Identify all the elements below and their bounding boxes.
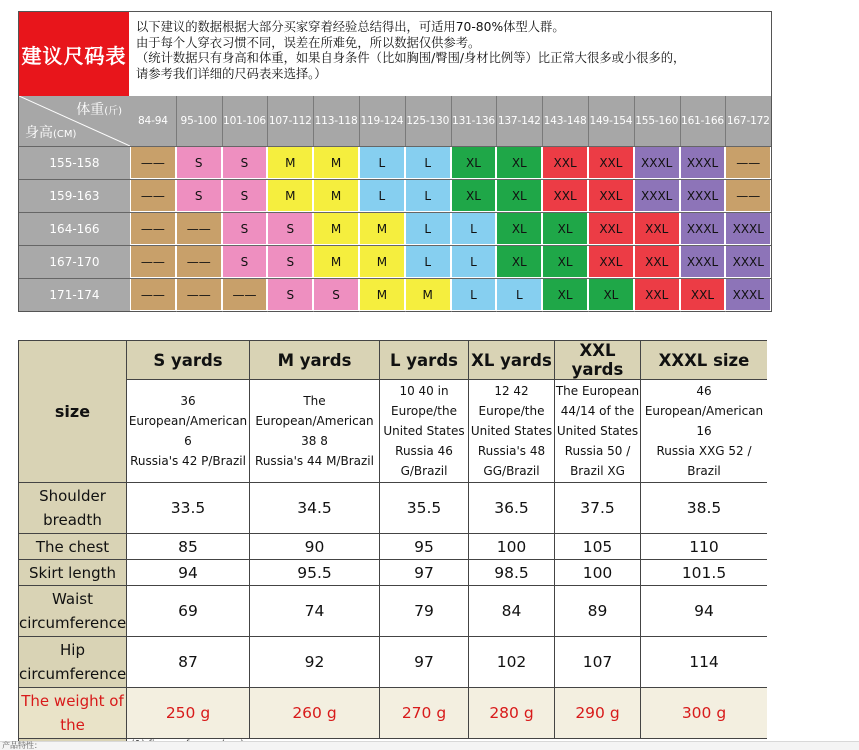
measurement-value: 79	[380, 586, 469, 637]
size-cell: XXXL	[725, 278, 771, 311]
measurement-value: 89	[555, 586, 641, 637]
chart-title: 建议尺码表	[21, 43, 127, 68]
weight-range-header: 125-130	[406, 115, 450, 127]
measurement-row	[19, 586, 768, 637]
size-cell: ——	[130, 212, 176, 245]
size-cell: XL	[496, 146, 542, 179]
size-description-line: Russia 50 /	[564, 444, 631, 458]
measurement-label	[19, 560, 127, 586]
size-description-line: Russia 46	[395, 444, 453, 458]
size-cell: M	[359, 245, 405, 278]
size-cell: M	[359, 278, 405, 311]
size-name: XXXL size	[641, 341, 768, 380]
measurement-row	[19, 560, 768, 586]
size-name: M yards	[250, 341, 380, 380]
size-cell: S	[267, 212, 313, 245]
size-description-line: European/American	[255, 414, 374, 428]
measurement-row	[19, 483, 768, 534]
size-description-line: 6	[184, 434, 192, 448]
size-cell: XXXL	[634, 146, 680, 179]
size-cell: S	[222, 245, 268, 278]
measurement-value: 100	[555, 560, 641, 586]
size-description-line: Russia XXG 52 /	[656, 444, 752, 458]
bottom-strip-text: 产品特性：	[2, 741, 42, 750]
measurement-value: 101.5	[641, 560, 768, 586]
size-description	[127, 380, 250, 483]
measurement-value: 36.5	[469, 483, 555, 534]
measurement-value: 105	[555, 534, 641, 560]
size-cell: XL	[496, 179, 542, 212]
measurement-value: 280 g	[469, 688, 555, 739]
size-description-line: Brazil	[687, 464, 721, 478]
size-description-line: United States	[470, 424, 553, 438]
row-divider	[19, 146, 771, 147]
size-cell: XXL	[634, 278, 680, 311]
size-cell: XXL	[588, 146, 634, 179]
row-divider	[19, 212, 771, 213]
size-cell: L	[359, 179, 405, 212]
size-description-line: Russia's 44 M/Brazil	[255, 454, 374, 468]
measurement-value: 250 g	[127, 688, 250, 739]
measurement-value: 114	[641, 637, 768, 688]
size-description	[250, 380, 380, 483]
size-cell: L	[405, 179, 451, 212]
size-cell: ——	[130, 278, 176, 311]
size-cell: S	[176, 179, 222, 212]
measurement-value: 260 g	[250, 688, 380, 739]
measurement-row	[19, 637, 768, 688]
size-cell: XXL	[588, 245, 634, 278]
measurement-value: 87	[127, 637, 250, 688]
size-cell: S	[176, 146, 222, 179]
size-cell: XL	[542, 212, 588, 245]
size-cell: ——	[222, 278, 268, 311]
row-divider	[19, 245, 771, 246]
size-cell: XXL	[680, 278, 726, 311]
size-description-line: GG/Brazil	[483, 464, 540, 478]
height-axis-label: 身高(CM)	[25, 125, 77, 141]
size-description-line: Russia's 42 P/Brazil	[130, 454, 246, 468]
size-description-line: Brazil XG	[570, 464, 625, 478]
height-range-label: 167-170	[19, 245, 130, 278]
measurement-value: 95.5	[250, 560, 380, 586]
size-cell: XXL	[542, 179, 588, 212]
size-cell: M	[405, 278, 451, 311]
weight-range-header: 155-160	[635, 115, 679, 127]
size-cell: L	[451, 278, 497, 311]
size-cell: L	[405, 245, 451, 278]
size-description	[641, 380, 768, 483]
weight-range-header: 149-154	[589, 115, 633, 127]
size-cell: ——	[725, 179, 771, 212]
size-cell: XXL	[634, 212, 680, 245]
measurement-value: 300 g	[641, 688, 768, 739]
size-description-line: The	[303, 394, 326, 408]
size-description-line: 38 8	[301, 434, 328, 448]
measurement-row	[19, 534, 768, 560]
size-cell: XXL	[634, 245, 680, 278]
size-name: L yards	[380, 341, 469, 380]
measurement-value: 92	[250, 637, 380, 688]
measurement-value: 69	[127, 586, 250, 637]
size-cell: XL	[542, 278, 588, 311]
size-cell: XXL	[542, 146, 588, 179]
measurement-label	[19, 688, 127, 739]
size-cell: S	[313, 278, 359, 311]
weight-axis-label: 体重(斤)	[76, 102, 122, 118]
row-divider	[19, 179, 771, 180]
weight-range-header: 167-172	[726, 115, 770, 127]
size-cell: L	[451, 212, 497, 245]
weight-range-header: 107-112	[268, 115, 312, 127]
chart-note-line: 请参考我们详细的尺码表来选择。）	[136, 66, 327, 81]
measurement-label	[19, 586, 127, 637]
height-range-label: 164-166	[19, 212, 130, 245]
measurement-value: 97	[380, 560, 469, 586]
weight-header-row	[19, 96, 771, 146]
size-cell: ——	[176, 212, 222, 245]
measurement-label-line: The chest	[35, 537, 110, 556]
size-description-line: European/American	[128, 414, 248, 428]
size-cell: XL	[496, 245, 542, 278]
row-divider	[19, 278, 771, 279]
size-name: S yards	[127, 341, 250, 380]
measurement-value: 34.5	[250, 483, 380, 534]
measurement-label-line: Hip	[60, 641, 85, 659]
measurement-label-line: circumference	[19, 665, 127, 683]
measurement-label-line: breadth	[43, 511, 102, 529]
size-description-line: 44/14 of the	[560, 404, 635, 418]
size-description-line: 36	[180, 394, 196, 408]
measurement-value: 270 g	[380, 688, 469, 739]
weight-range-header: 95-100	[180, 115, 217, 127]
weight-range-header: 113-118	[314, 115, 358, 127]
size-cell: ——	[130, 245, 176, 278]
measurement-table	[18, 340, 767, 749]
size-cell: XXXL	[634, 179, 680, 212]
measurement-value: 98.5	[469, 560, 555, 586]
measurement-value: 107	[555, 637, 641, 688]
chart-title-box	[19, 12, 129, 96]
measurement-value: 85	[127, 534, 250, 560]
chart-notes	[136, 20, 766, 82]
size-cell: XXXL	[680, 212, 726, 245]
measurement-value: 35.5	[380, 483, 469, 534]
size-cell: XL	[542, 245, 588, 278]
weight-range-header: 131-136	[452, 115, 495, 127]
measurement-label-line: circumference	[19, 614, 127, 632]
size-cell: XXXL	[680, 146, 726, 179]
size-cell: L	[496, 278, 542, 311]
size-name: XXL yards	[555, 341, 641, 380]
size-description-line: 16	[696, 424, 712, 438]
height-range-label: 159-163	[19, 179, 130, 212]
corner-header	[19, 96, 130, 146]
measurement-label-line: The weight of	[21, 692, 124, 710]
size-cell: M	[313, 212, 359, 245]
size-description-line: The European	[555, 384, 640, 398]
size-cell: M	[359, 212, 405, 245]
measurement-value: 102	[469, 637, 555, 688]
measurement-value: 37.5	[555, 483, 641, 534]
size-cell: M	[267, 146, 313, 179]
size-cell: ——	[176, 278, 222, 311]
size-cell: XL	[496, 212, 542, 245]
size-cell: L	[405, 212, 451, 245]
measurement-table-wrap	[18, 340, 767, 749]
size-description	[555, 380, 641, 483]
measurement-value: 90	[250, 534, 380, 560]
size-description	[469, 380, 555, 483]
size-name-row	[19, 341, 768, 380]
size-cell: XXXL	[725, 245, 771, 278]
size-row-label: size	[19, 341, 127, 483]
size-cell: L	[359, 146, 405, 179]
size-cell: ——	[176, 245, 222, 278]
measurement-value: 110	[641, 534, 768, 560]
size-cell: M	[313, 179, 359, 212]
chart-note-line: （统计数据只有身高和体重，如果自身条件（比如胸围/臀围/身材比例等）比正常大很多或小很多的，	[136, 51, 686, 65]
size-cell: S	[267, 278, 313, 311]
size-description-line: Europe/the	[391, 404, 457, 418]
size-cell: XL	[588, 278, 634, 311]
size-recommendation-chart	[18, 11, 772, 312]
size-cell: ——	[130, 146, 176, 179]
size-cell: XXXL	[725, 212, 771, 245]
size-cell: M	[313, 146, 359, 179]
size-cell: ——	[130, 179, 176, 212]
chart-note-line: 以下建议的数据根据大部分买家穿着经验总结得出，可适用70-80%体型人群。	[136, 20, 565, 34]
size-cell: XXL	[588, 179, 634, 212]
weight-range-header: 137-142	[497, 115, 541, 127]
measurement-value: 94	[641, 586, 768, 637]
size-cell: XXXL	[680, 179, 726, 212]
size-cell: L	[451, 245, 497, 278]
measurement-label-line: Skirt length	[28, 563, 116, 582]
measurement-value: 100	[469, 534, 555, 560]
size-cell: XXL	[588, 212, 634, 245]
size-description	[380, 380, 469, 483]
size-cell: M	[313, 245, 359, 278]
size-name: XL yards	[469, 341, 555, 380]
size-description-line: 12 42	[494, 384, 529, 398]
size-description-line: European/American	[644, 404, 764, 418]
weight-range-header: 84-94	[138, 115, 168, 127]
size-cell: S	[267, 245, 313, 278]
size-description-line: G/Brazil	[400, 464, 448, 478]
size-description-line: Europe/the	[478, 404, 545, 418]
measurement-value: 74	[250, 586, 380, 637]
weight-range-header: 101-106	[223, 115, 266, 127]
size-cell: S	[222, 146, 268, 179]
weight-range-header: 119-124	[360, 115, 404, 127]
weight-range-header: 161-166	[681, 115, 724, 127]
measurement-label-line: Waist	[52, 590, 93, 608]
chart-note-line: 由于每个人穿衣习惯不同，误差在所难免，所以数据仅供参考。	[136, 35, 481, 50]
size-cell: L	[405, 146, 451, 179]
size-cell: XXXL	[680, 245, 726, 278]
measurement-label	[19, 637, 127, 688]
measurement-value: 97	[380, 637, 469, 688]
size-description-line: 46	[696, 384, 712, 398]
measurement-label	[19, 534, 127, 560]
measurement-label-line: the	[60, 716, 85, 734]
size-cell: ——	[725, 146, 771, 179]
height-range-label: 155-158	[19, 146, 130, 179]
size-cell: XL	[451, 179, 497, 212]
measurement-row	[19, 688, 768, 739]
size-description-line: Russia's 48	[477, 444, 546, 458]
measurement-label-line: Shoulder	[39, 487, 106, 505]
size-cell: XL	[451, 146, 497, 179]
measurement-value: 84	[469, 586, 555, 637]
measurement-value: 38.5	[641, 483, 768, 534]
measurement-value: 33.5	[127, 483, 250, 534]
size-description-line: United States	[383, 424, 465, 438]
size-cell: S	[222, 212, 268, 245]
size-description-row	[19, 380, 768, 483]
size-description-line: United States	[556, 424, 639, 438]
size-cell: S	[222, 179, 268, 212]
size-description-line: 10 40 in	[399, 384, 449, 398]
measurement-label	[19, 483, 127, 534]
size-cell: M	[267, 179, 313, 212]
measurement-value: 290 g	[555, 688, 641, 739]
measurement-value: 95	[380, 534, 469, 560]
measurement-value: 94	[127, 560, 250, 586]
height-range-label: 171-174	[19, 278, 130, 311]
weight-range-header: 143-148	[543, 115, 587, 127]
